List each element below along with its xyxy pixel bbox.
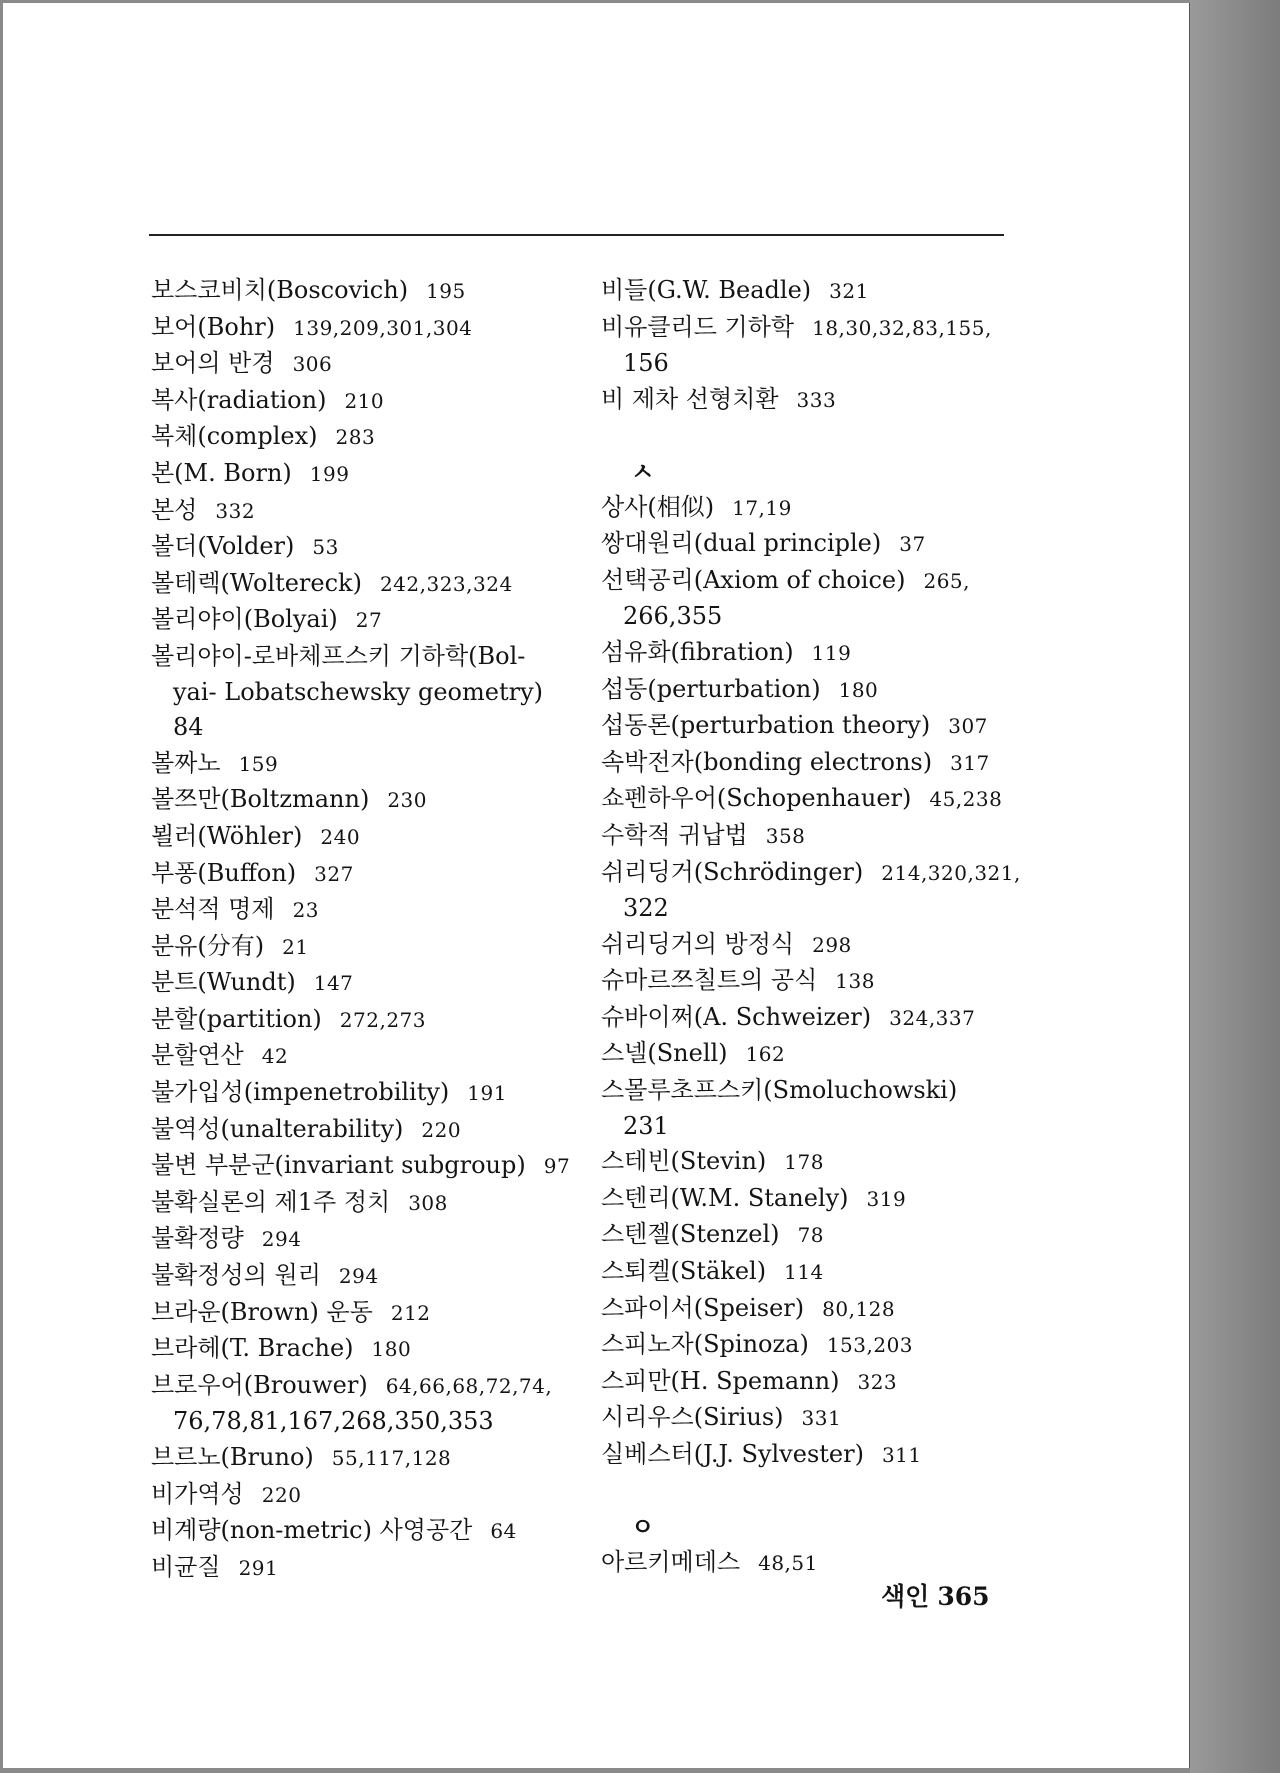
index-term: 비유클리드 기하학 (601, 312, 795, 341)
entry-continuation: 266,355 (623, 602, 723, 631)
index-entry (601, 1036, 1021, 1073)
page-refs: 42 (261, 1044, 289, 1069)
page-refs: 159 (238, 751, 279, 776)
index-entry (601, 1400, 1021, 1437)
index-term: 비계량(non-metric) 사영공간 (151, 1516, 473, 1545)
folio-label: 색인 (881, 1582, 930, 1611)
page-refs: 78 (797, 1223, 825, 1248)
index-term: 본성 (151, 495, 198, 524)
index-entry (151, 529, 591, 566)
page-refs: 327 (314, 861, 354, 886)
index-entry (601, 855, 1021, 927)
page-refs: 306 (292, 352, 333, 377)
index-entry (601, 927, 1021, 964)
index-term: 보어의 반경 (151, 349, 275, 378)
index-term: 불변 부분군(invariant subgroup) (151, 1151, 526, 1180)
index-entry (601, 635, 1021, 672)
index-entry (151, 782, 591, 819)
page-refs: 307 (948, 714, 988, 739)
index-term: 볼짜노 (151, 748, 221, 777)
index-entry (601, 1181, 1021, 1218)
page-refs: 180 (838, 677, 879, 702)
page-refs: 240 (320, 824, 361, 849)
index-entry (601, 672, 1021, 709)
page-refs: 21 (282, 934, 309, 959)
index-term: 복체(complex) (151, 422, 318, 451)
index-term: 불확정량 (151, 1224, 244, 1253)
page-refs: 195 (426, 279, 466, 303)
index-term: 분석적 명제 (151, 895, 275, 924)
index-entry (601, 563, 1021, 635)
index-entry (151, 746, 591, 783)
index-entry (151, 602, 591, 639)
index-term: 분트(Wundt) (151, 968, 296, 997)
page-refs: 317 (950, 750, 990, 775)
index-entry (601, 708, 1021, 745)
index-entry (151, 1550, 591, 1587)
index-term: 쉬리딩거(Schrödinger) (601, 857, 864, 886)
page-refs: 294 (338, 1264, 379, 1289)
index-entry (151, 892, 591, 929)
section-gap (601, 1474, 1021, 1510)
index-entry (151, 1295, 591, 1332)
page-refs: 191 (467, 1081, 507, 1106)
index-term: 쇼펜하우어(Schopenhauer) (601, 784, 912, 813)
index-term: 분할연산 (151, 1041, 244, 1070)
index-term: 볼쯔만(Boltzmann) (151, 785, 370, 814)
index-column-left (151, 273, 591, 1586)
index-term: 브라운(Brown) 운동 (151, 1297, 373, 1326)
index-entry (601, 273, 1021, 310)
index-term: 쉬리딩거의 방정식 (601, 929, 795, 958)
page-refs: 265, (923, 568, 971, 593)
index-term: 불가입성(impenetrobility) (151, 1078, 450, 1107)
index-entry (151, 493, 591, 530)
entry-continuation: 156 (623, 349, 669, 378)
index-entry (151, 639, 591, 746)
page-refs: 64 (490, 1519, 517, 1544)
index-entry (601, 1073, 1021, 1144)
index-term: 비균질 (151, 1552, 221, 1581)
page-refs: 283 (335, 425, 376, 450)
index-entry (151, 1075, 591, 1112)
page-refs: 242,323,324 (379, 571, 513, 596)
index-term: 쌍대원리(dual principle) (601, 529, 882, 558)
page-refs: 80,128 (822, 1296, 896, 1321)
index-term: 브르노(Bruno) (151, 1443, 314, 1471)
index-term: 스텐리(W.M. Stanely) (601, 1183, 849, 1212)
index-entry (601, 1327, 1021, 1364)
page-refs: 45,238 (929, 787, 1003, 812)
index-term: 볼리야이(Bolyai) (151, 605, 338, 634)
index-entry (151, 456, 591, 493)
entry-continuation: yai- Lobatschewsky geometry) (173, 677, 544, 706)
page-refs: 97 (543, 1154, 571, 1179)
index-entry (601, 1364, 1021, 1401)
entry-continuation: 84 (173, 713, 204, 742)
index-entry (151, 965, 591, 1002)
page-refs: 180 (371, 1337, 412, 1362)
index-term: 부퐁(Buffon) (151, 858, 297, 887)
header-rule (149, 234, 1004, 236)
page-refs: 323 (857, 1369, 898, 1394)
page-refs: 153,203 (826, 1333, 914, 1358)
index-entry (601, 1291, 1021, 1328)
index-term: 비 제차 선형치환 (601, 384, 779, 413)
page-refs: 18,30,32,83,155, (812, 315, 992, 340)
index-entry (151, 1185, 591, 1222)
section-heading: ㅅ (631, 456, 655, 486)
index-entry (151, 310, 591, 347)
index-term: 스테빈(Stevin) (601, 1147, 767, 1176)
index-term: 스넬(Snell) (601, 1039, 728, 1068)
page-refs: 147 (313, 971, 354, 996)
index-entry (601, 745, 1021, 782)
index-entry (151, 856, 591, 893)
index-entry (151, 346, 591, 383)
page-refs: 210 (344, 388, 385, 413)
index-term: 보스코비치(Boscovich) (151, 276, 409, 304)
page-refs: 138 (835, 969, 875, 994)
page-refs: 321 (829, 279, 869, 303)
index-term: 불확실론의 제1주 정치 (151, 1187, 391, 1216)
index-entry (601, 1254, 1021, 1291)
index-term: 섭동론(perturbation theory) (601, 711, 931, 740)
index-entry (151, 273, 591, 310)
page-refs: 294 (261, 1227, 302, 1252)
index-entry (151, 819, 591, 856)
index-entry (151, 1513, 591, 1550)
index-term: 슈바이쩌(A. Schweizer) (601, 1002, 872, 1031)
page-refs: 333 (796, 387, 837, 412)
page-refs: 162 (745, 1042, 786, 1067)
page-refs: 358 (765, 823, 806, 848)
index-entry (601, 1144, 1021, 1181)
page-refs: 199 (309, 461, 350, 486)
index-term: 분할(partition) (151, 1004, 322, 1033)
index-entry (151, 383, 591, 420)
index-entry (151, 566, 591, 603)
index-term: 실베스터(J.J. Sylvester) (601, 1440, 864, 1468)
index-term: 브라헤(T. Brache) (151, 1334, 354, 1363)
index-term: 불확정성의 원리 (151, 1261, 321, 1290)
index-entry (151, 1331, 591, 1368)
page-refs: 291 (238, 1555, 279, 1580)
page-refs: 324,337 (889, 1005, 976, 1030)
index-entry (601, 1217, 1021, 1254)
page-refs: 220 (261, 1482, 302, 1507)
entry-continuation: 231 (623, 1111, 669, 1140)
index-entry (601, 1437, 1021, 1474)
index-term: 볼더(Volder) (151, 532, 295, 561)
index-term: 스텐젤(Stenzel) (601, 1220, 780, 1249)
entry-continuation: 322 (623, 894, 669, 923)
page-folio (881, 1577, 990, 1613)
page-refs: 17,19 (732, 495, 792, 520)
index-term: 스파이서(Speiser) (601, 1293, 805, 1322)
index-term: 불역성(unalterability) (151, 1114, 404, 1143)
index-entry (601, 963, 1021, 1000)
index-term: 아르키메데스 (601, 1547, 741, 1576)
index-entry (151, 1038, 591, 1075)
index-entry (151, 1002, 591, 1039)
index-entry (601, 1545, 1021, 1582)
index-entry (151, 929, 591, 966)
section-heading: ㅇ (631, 1512, 655, 1542)
index-term: 상사(相似) (601, 492, 715, 521)
index-term: 분유(分有) (151, 931, 265, 960)
index-term: 속박전자(bonding electrons) (601, 747, 933, 776)
page-refs: 311 (881, 1443, 922, 1467)
page-refs: 230 (387, 788, 427, 813)
index-entry (601, 1000, 1021, 1037)
index-term: 볼테렉(Woltereck) (151, 568, 362, 597)
index-entry (151, 419, 591, 456)
index-term: 스피노자(Spinoza) (601, 1330, 809, 1359)
index-entry (151, 1112, 591, 1149)
index-entry (601, 310, 1021, 382)
page-refs: 272,273 (339, 1007, 427, 1032)
page-number: 365 (937, 1582, 990, 1611)
page-refs: 298 (812, 932, 852, 957)
index-term: 섬유화(fibration) (601, 637, 794, 666)
page-refs: 214,320,321, (881, 860, 1021, 885)
page-refs: 119 (811, 640, 852, 665)
index-term: 스퇴켈(Stäkel) (601, 1257, 767, 1286)
index-entry (151, 1221, 591, 1258)
index-entry (601, 382, 1021, 419)
index-term: 비들(G.W. Beadle) (601, 276, 812, 304)
index-term: 복사(radiation) (151, 385, 327, 414)
page-refs: 37 (899, 532, 926, 557)
page-refs: 55,117,128 (331, 1446, 452, 1470)
page-refs: 27 (355, 608, 383, 633)
page-refs: 178 (784, 1150, 824, 1175)
index-column-right (601, 273, 1021, 1581)
page-edge-shadow (1190, 0, 1280, 1773)
page-refs: 64,66,68,72,74, (385, 1373, 553, 1398)
index-term: 스몰루초프스키(Smoluchowski) (601, 1076, 958, 1105)
page-refs: 114 (784, 1260, 824, 1285)
page-refs: 53 (312, 535, 339, 560)
index-entry (601, 818, 1021, 855)
index-term: 섭동(perturbation) (601, 674, 821, 703)
index-entry (151, 1258, 591, 1295)
index-term: 스피만(H. Spemann) (601, 1366, 840, 1395)
page-refs: 220 (421, 1117, 462, 1142)
page-refs: 331 (801, 1406, 842, 1431)
page-refs: 319 (866, 1186, 907, 1211)
page-refs: 212 (390, 1300, 431, 1325)
section-gap (601, 418, 1021, 454)
index-term: 뵐러(Wöhler) (151, 821, 303, 850)
index-term: 수학적 귀납법 (601, 820, 748, 849)
page-refs: 48,51 (758, 1550, 818, 1575)
book-page (3, 3, 1190, 1768)
index-entry (601, 526, 1021, 563)
entry-continuation: 76,78,81,167,268,350,353 (173, 1407, 494, 1436)
index-entry (151, 1440, 591, 1477)
page-refs: 308 (408, 1190, 448, 1215)
index-entry (601, 490, 1021, 527)
index-term: 본(M. Born) (151, 458, 292, 487)
index-term: 슈마르쯔칠트의 공식 (601, 966, 818, 995)
index-term: 브로우어(Brouwer) (151, 1370, 368, 1399)
page-refs: 332 (215, 498, 256, 523)
index-term: 시리우스(Sirius) (601, 1403, 784, 1432)
index-entry (151, 1148, 591, 1185)
page-refs: 23 (292, 898, 320, 923)
index-term: 비가역성 (151, 1479, 244, 1508)
index-entry (151, 1477, 591, 1514)
page-refs: 139,209,301,304 (293, 315, 473, 340)
index-term: 선택공리(Axiom of choice) (601, 565, 906, 594)
index-term: 보어(Bohr) (151, 312, 276, 341)
index-entry (601, 781, 1021, 818)
index-term: 볼리야이-로바체프스키 기하학(Bol- (151, 641, 526, 670)
index-entry (151, 1368, 591, 1440)
